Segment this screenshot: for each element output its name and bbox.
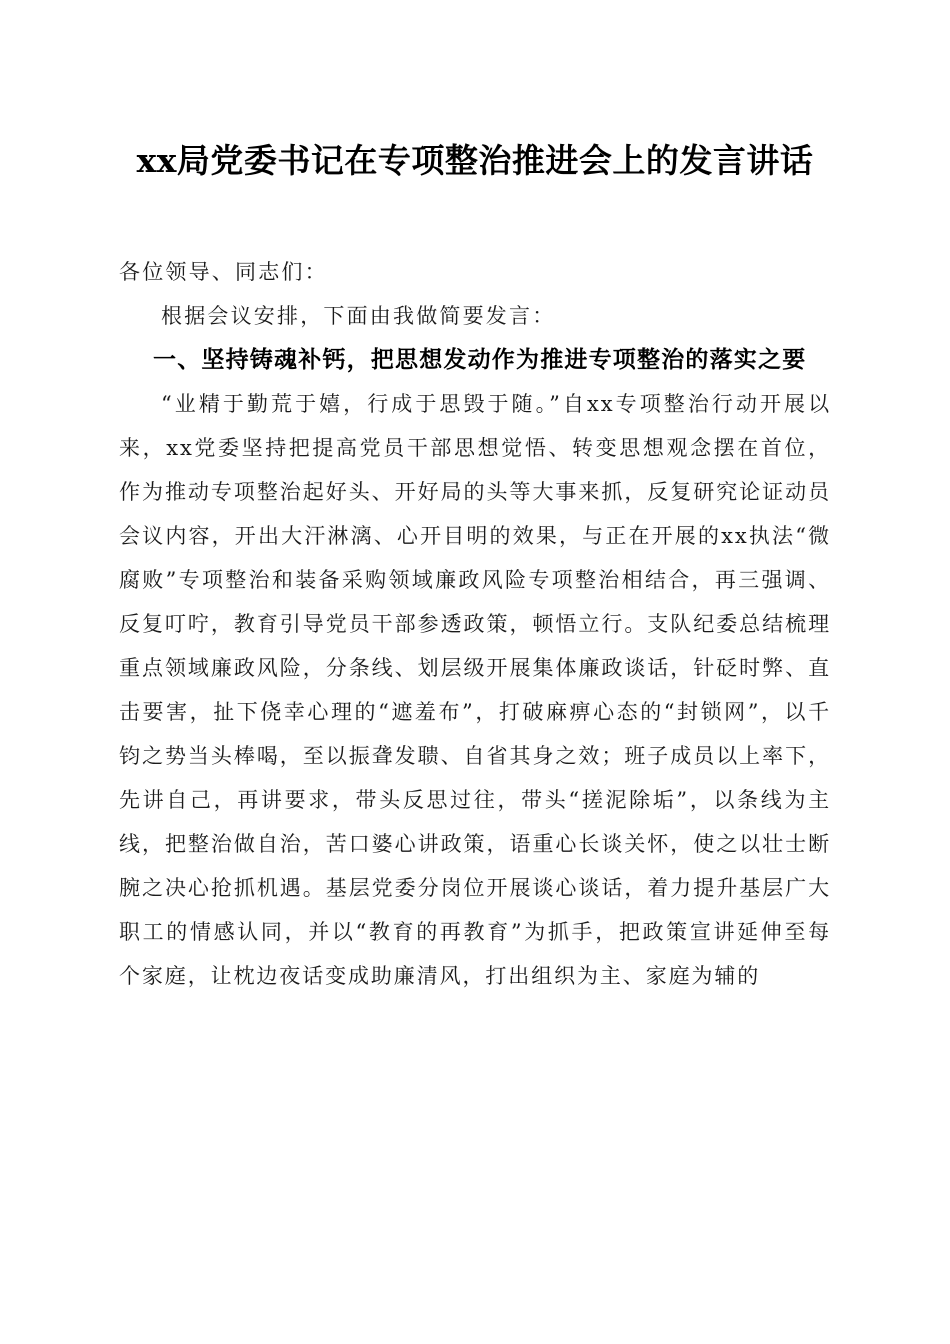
document-title: xx局党委书记在专项整治推进会上的发言讲话 bbox=[136, 141, 814, 180]
section-heading-1: 一、坚持铸魂补钙，把思想发动作为推进专项整治的落实之要 bbox=[153, 347, 807, 373]
section-1-body: “业精于勤荒于嬉，行成于思毁于随。”自xx专项整治行动开展以来，xx党委坚持把提高党员干部思想觉悟、转变思想观念摆在首位，作为推动专项整治起好头、开好局的头等大事来抓，反复研究论证动员会议内容，开出大汗淋漓、心开目明的效果，与正在开展的xx执法“微腐败”专项整治和装备采购领域廉政风险专项整治相结合，再三强调、反复叮咛，教育引导党员干部参透政策，顿悟立行。支队纪委总结梳理重点领域廉政风险，分条线、划层级开展集体廉政谈话，针砭时弊、直击要害，扯下侥幸心理的“遮羞布”，打破麻痹心态的“封锁网”，以千钧之势当头棒喝，至以振聋发聩、自省其身之效；班子成员以上率下，先讲自己，再讲要求，带头反思过往，带头“搓泥除垢”，以条线为主线，把整治做自治，苦口婆心讲政策，语重心长谈关怀，使之以壮士断腕之决心抢抓机遇。基层党委分岗位开展谈心谈话，着力提升基层广大职工的情感认同，并以“教育的再教育”为抓手，把政策宣讲延伸至每个家庭，让枕边夜话变成助廉清风，打出组织为主、家庭为辅的 bbox=[119, 392, 831, 988]
intro-paragraph: 根据会议安排，下面由我做简要发言： bbox=[161, 304, 556, 328]
salutation: 各位领导、同志们： bbox=[119, 260, 328, 284]
document-body bbox=[119, 250, 831, 998]
